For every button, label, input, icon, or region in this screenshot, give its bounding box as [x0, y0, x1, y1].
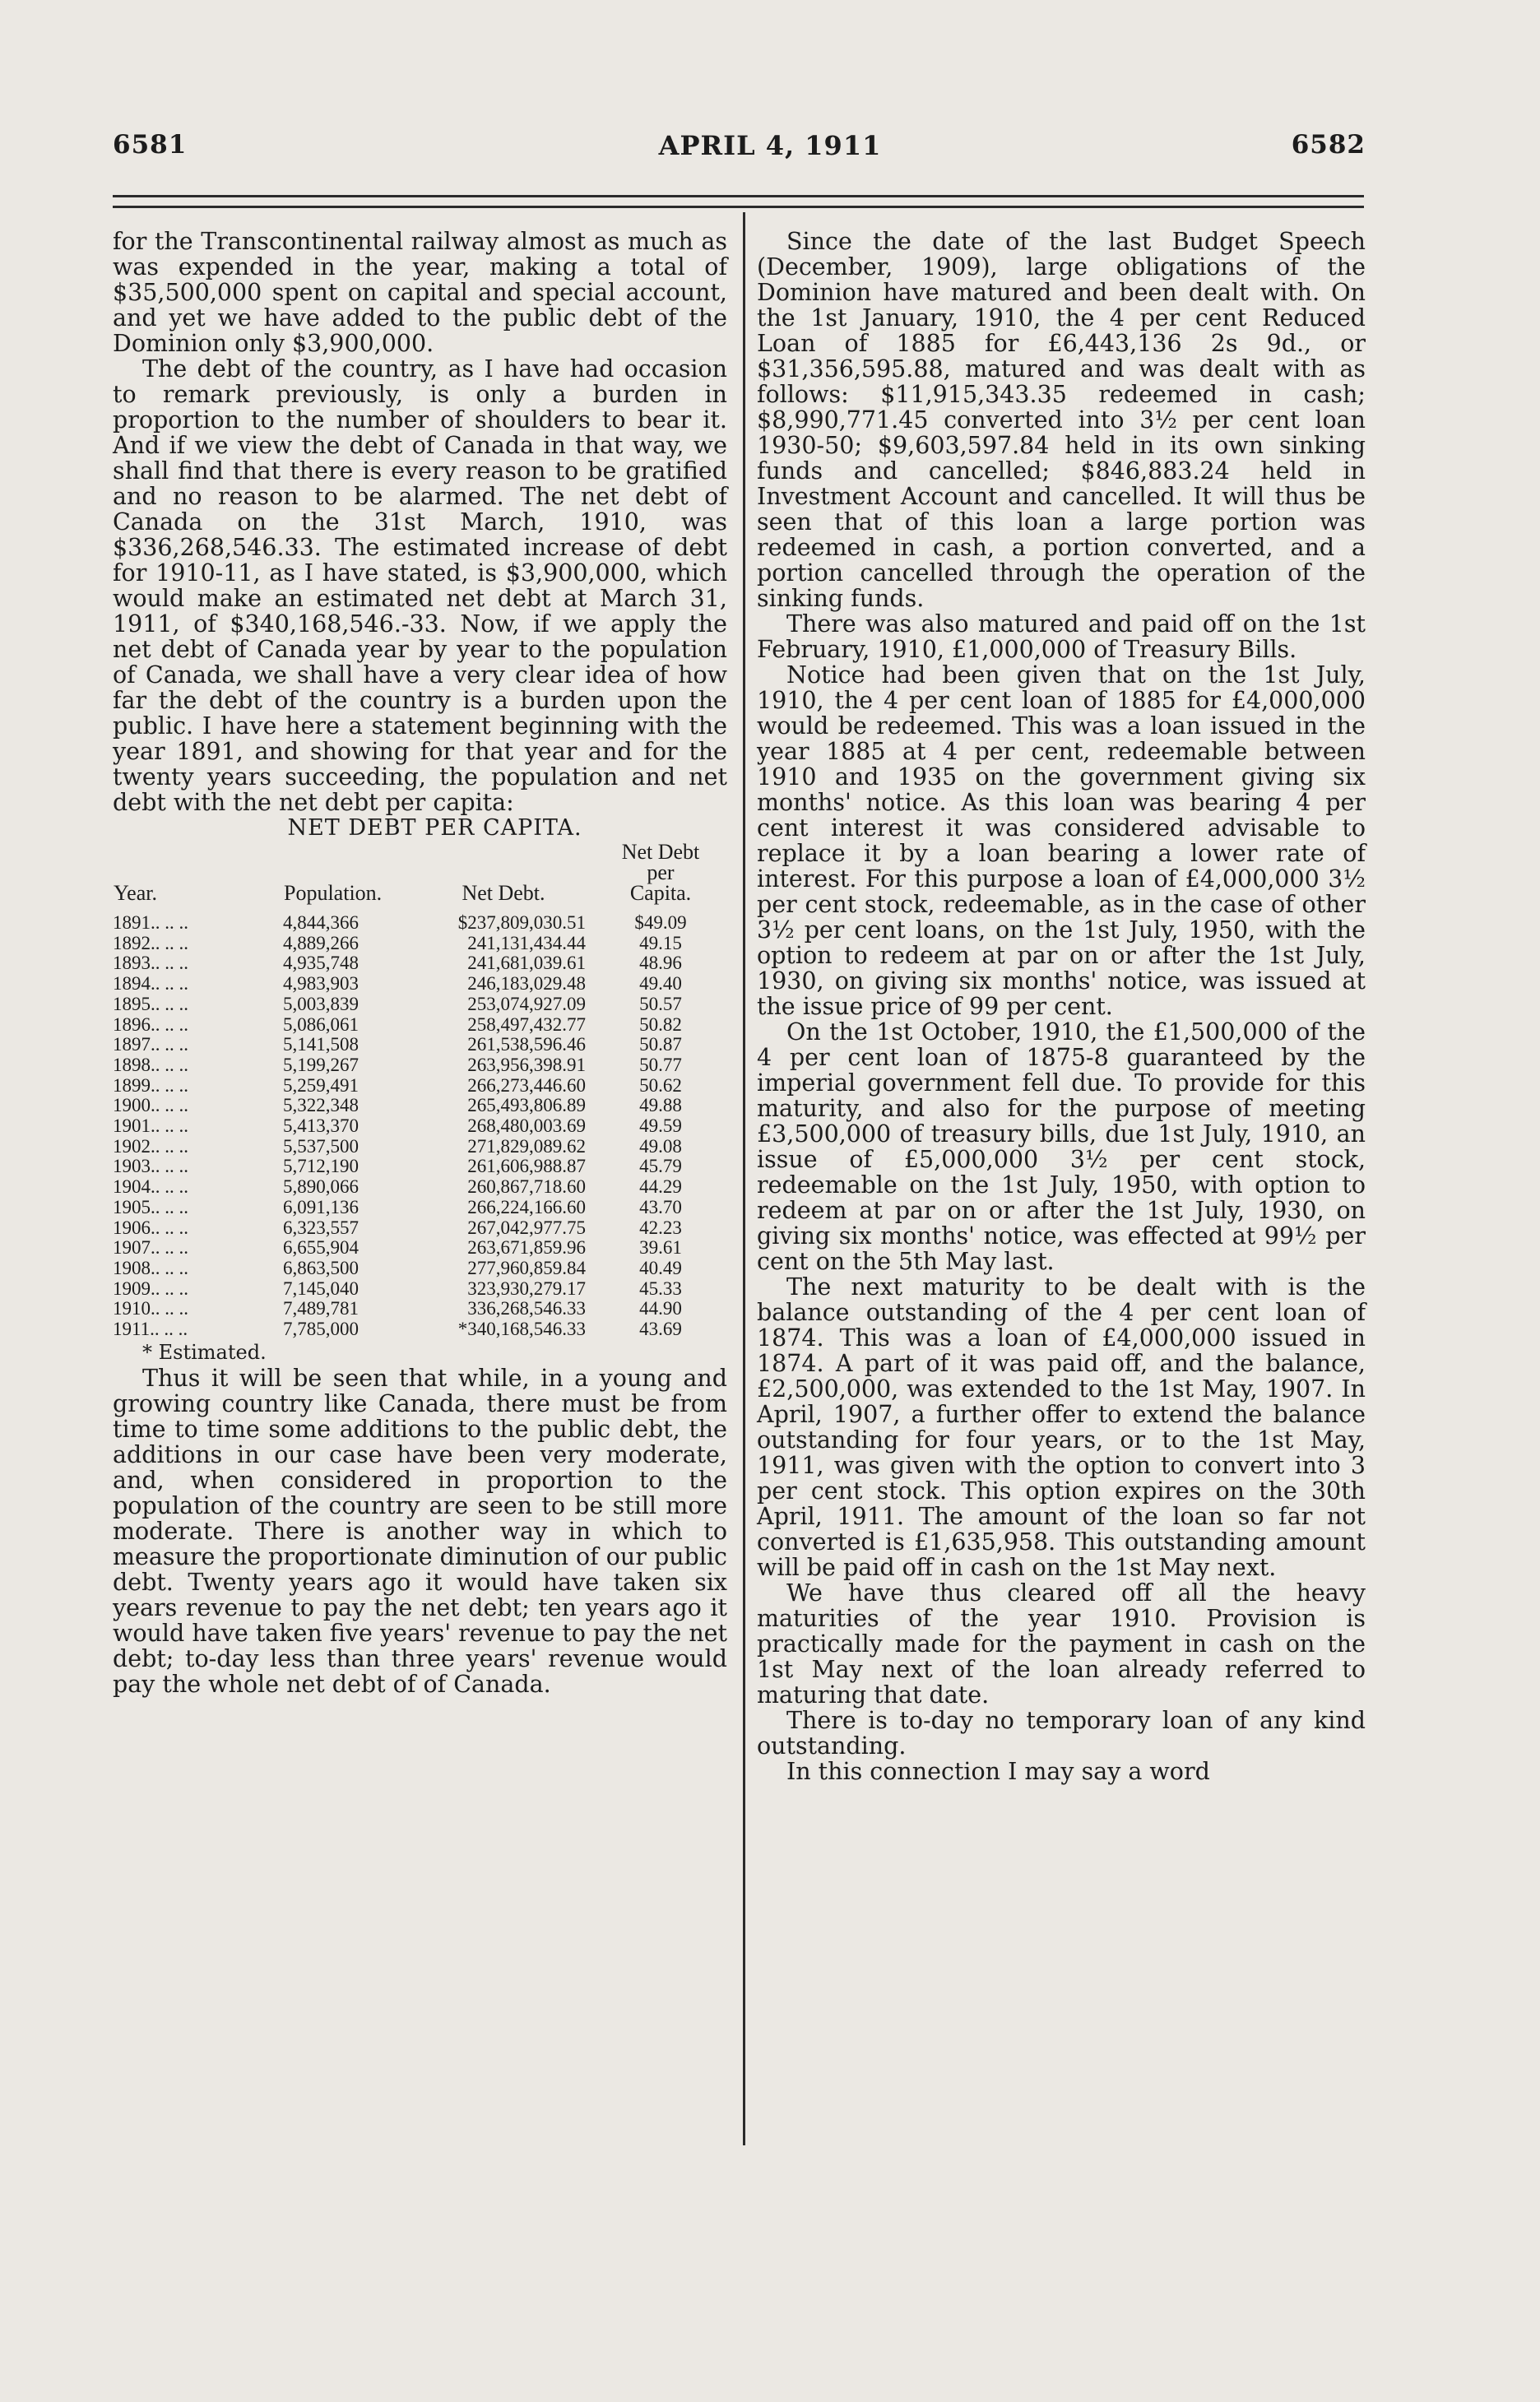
- cell-population: 5,199,267: [283, 1054, 359, 1075]
- left-page-number: 6581: [113, 130, 188, 160]
- cell-population: 4,844,366: [283, 912, 359, 933]
- table-row: [113, 1157, 727, 1177]
- cell-net-debt: *340,168,546.33: [457, 1319, 586, 1340]
- right-paragraph-3: Notice had been given that on the 1st July, 1910, the 4 per cent loan of 1885 for £4,000,000 would be redeemed. This was a loan issued in the year 1885 at 4 per cent, redeemable between 1910 and 1935 on the government giving six months' notice. As this loan was bearing 4 per cent interest it was considered advisable to replace it by a loan bearing a lower rate of interest. For this purpose a loan of £4,000,000 3½ per cent stock, redeemable, as in the case of other 3½ per cent loans, on the 1st July, 1950, with the option to redeem at par on or after the 1st July, 1930, on giving six months' notice, was issued at the issue price of 99 per cent.: [757, 661, 1366, 1020]
- header-population: Population.: [284, 881, 383, 905]
- cell-net-debt: 323,930,279.17: [467, 1278, 586, 1299]
- cell-net-debt: 261,606,988.87: [467, 1156, 586, 1177]
- cell-per-capita: 44.90: [639, 1298, 682, 1319]
- cell-per-capita: 49.88: [639, 1095, 682, 1116]
- cell-population: 5,141,508: [283, 1034, 359, 1055]
- cell-per-capita: 49.59: [639, 1115, 682, 1137]
- cell-per-capita: 43.69: [639, 1319, 682, 1340]
- cell-population: 5,413,370: [283, 1115, 359, 1137]
- cell-net-debt: 267,042,977.75: [467, 1217, 586, 1238]
- right-paragraph-5: The next maturity to be dealt with is the balance outstanding of the 4 per cent loan of 1874. This was a loan of £4,000,000 issued in 1874. A part of it was paid off, and the balance, £2,500,000, was extended to the 1st May, 1907. In April, 1907, a further offer to extend the balance outstanding for four years, or to the 1st May, 1911, was given with the option to convert into 3 per cent stock. This option expires on the 30th April, 1911. The amount of the loan so far not converted is £1,635,958. This outstanding amount will be paid off in cash on the 1st May next.: [757, 1273, 1366, 1581]
- cell-per-capita: 49.08: [639, 1135, 682, 1157]
- cell-per-capita: 42.23: [639, 1217, 682, 1238]
- right-paragraph-4: On the 1st October, 1910, the £1,500,000 of the 4 per cent loan of 1875-8 guaranteed by the imperial government fell due. To provide for this maturity, and also for the purpose of meeting £3,500,000 of treasury bills, due 1st July, 1910, an issue of £5,000,000 3½ per cent stock, redeemable on the 1st July, 1950, with option to redeem at par on or after the 1st July, 1930, on giving six months' notice, was effected at 99½ per cent on the 5th May last.: [757, 1018, 1366, 1275]
- table-row: [113, 1319, 727, 1340]
- table-row: [113, 1116, 727, 1137]
- cell-population: 7,145,040: [283, 1278, 359, 1299]
- cell-population: 7,489,781: [283, 1298, 359, 1319]
- cell-per-capita: 44.29: [639, 1176, 682, 1198]
- cell-per-capita: 45.79: [639, 1156, 682, 1177]
- left-column: [113, 229, 727, 1697]
- cell-population: 5,322,348: [283, 1095, 359, 1116]
- header-per-capita-line-1: Net Debt: [621, 840, 700, 864]
- cell-population: 6,863,500: [283, 1257, 359, 1278]
- cell-year: 1898.. .. ..: [113, 1054, 188, 1075]
- table-row: [113, 1055, 727, 1076]
- table-row: [113, 1198, 727, 1218]
- cell-population: 5,890,066: [283, 1176, 359, 1198]
- cell-year: 1896.. .. ..: [113, 1013, 188, 1035]
- cell-population: 5,259,491: [283, 1074, 359, 1096]
- table-row: [113, 1238, 727, 1259]
- cell-per-capita: 39.61: [639, 1237, 682, 1259]
- table-footnote: * Estimated.: [142, 1340, 267, 1364]
- cell-year: 1911.. .. ..: [113, 1319, 188, 1340]
- table-row: [113, 1096, 727, 1116]
- header-per-capita-line-3: Capita.: [629, 881, 692, 905]
- cell-per-capita: 50.57: [639, 993, 682, 1014]
- column-divider: [743, 212, 745, 2145]
- cell-per-capita: 48.96: [639, 953, 682, 974]
- cell-per-capita: $49.09: [634, 912, 687, 933]
- right-paragraph-1: Since the date of the last Budget Speech (December, 1909), large obligations of the Dominion have matured and been dealt with. On the 1st January, 1910, the 4 per cent Reduced Loan of 1885 for £6,443,136 2s 9d., or $31,356,595.88, matured and was dealt with as follows: $11,915,343.35 redeemed in cash; $8,990,771.45 converted into 3½ per cent loan 1930-50; $9,603,597.84 held in its own sinking funds and cancelled; $846,883.24 held in Investment Account and cancelled. It will thus be seen that of this loan a large portion was redeemed in cash, a portion converted, and a portion cancelled through the operation of the sinking funds.: [757, 228, 1366, 612]
- cell-year: 1906.. .. ..: [113, 1217, 188, 1238]
- cell-year: 1903.. .. ..: [113, 1156, 188, 1177]
- cell-per-capita: 50.82: [639, 1013, 682, 1035]
- cell-year: 1892.. .. ..: [113, 932, 188, 953]
- cell-net-debt: 241,681,039.61: [467, 953, 586, 974]
- cell-year: 1899.. .. ..: [113, 1074, 188, 1096]
- table-title: NET DEBT PER CAPITA.: [287, 815, 582, 841]
- table-row: [113, 1279, 727, 1300]
- cell-net-debt: 263,671,859.96: [467, 1237, 586, 1259]
- right-paragraph-8: In this connection I may say a word: [786, 1758, 1210, 1785]
- cell-year: 1908.. .. ..: [113, 1257, 188, 1278]
- cell-per-capita: 49.15: [639, 932, 682, 953]
- header-net-debt: Net Debt.: [462, 881, 545, 905]
- cell-net-debt: 261,538,596.46: [467, 1034, 586, 1055]
- left-paragraph-3: Thus it will be seen that while, in a young and growing country like Canada, there must be from time to time some additions to the public debt, the additions in our case have been very moderate, and, when considered in proportion to the population of the country are seen to be still more moderate. There is another way in which to measure the proportionate diminution of our public debt. Twenty years ago it would have taken six years revenue to pay the net debt; ten years ago it would have taken five years' revenue to pay the net debt; to-day less than three years' revenue would pay the whole net debt of of Canada.: [113, 1364, 727, 1698]
- right-page-number: 6582: [1291, 130, 1366, 160]
- right-paragraph-2: There was also matured and paid off on the 1st February, 1910, £1,000,000 of Treasury Bills.: [757, 610, 1366, 663]
- table-body: [113, 913, 727, 1340]
- cell-year: 1897.. .. ..: [113, 1034, 188, 1055]
- cell-net-debt: 265,493,806.89: [467, 1095, 586, 1116]
- cell-year: 1900.. .. ..: [113, 1095, 188, 1116]
- left-paragraph-1: for the Transcontinental railway almost as much as was expended in the year, making a total of $35,500,000 spent on capital and special account, and yet we have added to the public debt of the Dominion only $3,900,000.: [113, 228, 727, 357]
- page-date: APRIL 4, 1911: [658, 130, 882, 161]
- cell-net-debt: 241,131,434.44: [467, 932, 586, 953]
- cell-year: 1895.. .. ..: [113, 993, 188, 1014]
- table-row: [113, 1259, 727, 1279]
- cell-population: 5,003,839: [283, 993, 359, 1014]
- table-row: [113, 1035, 727, 1055]
- cell-year: 1909.. .. ..: [113, 1278, 188, 1299]
- right-paragraph-7: There is to-day no temporary loan of any kind outstanding.: [757, 1707, 1366, 1760]
- left-paragraph-2: The debt of the country, as I have had occasion to remark previously, is only a burden in proportion to the number of shoulders to bear it. And if we view the debt of Canada in that way, we shall find that there is every reason to be gratified and no reason to be alarmed. The net debt of Canada on the 31st March, 1910, was $336,268,546.33. The estimated increase of debt for 1910-11, as I have stated, is $3,900,000, which would make an estimated net debt at March 31, 1911, of $340,168,546.-33. Now, if we apply the net debt of Canada year by year to the population of Canada, we shall have a very clear idea of how far the debt of the country is a burden upon the public. I have here a statement beginning with the year 1891, and showing for that year and for the twenty years succeeding, the population and net debt with the net debt per capita:: [113, 355, 727, 816]
- cell-per-capita: 40.49: [639, 1257, 682, 1278]
- table-row: [113, 1299, 727, 1319]
- cell-net-debt: $237,809,030.51: [457, 912, 586, 933]
- table-row: [113, 953, 727, 974]
- cell-population: 6,323,557: [283, 1217, 359, 1238]
- cell-net-debt: 277,960,859.84: [467, 1257, 586, 1278]
- table-row: [113, 1015, 727, 1036]
- table-row: [113, 974, 727, 995]
- cell-year: 1907.. .. ..: [113, 1237, 188, 1259]
- table-row: [113, 1076, 727, 1097]
- cell-net-debt: 271,829,089.62: [467, 1135, 586, 1157]
- cell-population: 4,889,266: [283, 932, 359, 953]
- cell-per-capita: 45.33: [639, 1278, 682, 1299]
- cell-net-debt: 246,183,029.48: [467, 973, 586, 995]
- cell-per-capita: 43.70: [639, 1196, 682, 1217]
- cell-net-debt: 253,074,927.09: [467, 993, 586, 1014]
- cell-per-capita: 50.87: [639, 1034, 682, 1055]
- cell-net-debt: 268,480,003.69: [467, 1115, 586, 1137]
- cell-population: 5,537,500: [283, 1135, 359, 1157]
- right-column: [757, 229, 1366, 1784]
- cell-net-debt: 263,956,398.91: [467, 1054, 586, 1075]
- header-rule-top: [113, 195, 1364, 197]
- cell-net-debt: 266,273,446.60: [467, 1074, 586, 1096]
- cell-population: 6,091,136: [283, 1196, 359, 1217]
- table-row: [113, 1177, 727, 1198]
- cell-population: 5,086,061: [283, 1013, 359, 1035]
- cell-year: 1910.. .. ..: [113, 1298, 188, 1319]
- cell-population: 4,983,903: [283, 973, 359, 995]
- header-per-capita-line-2: per: [647, 860, 675, 884]
- header-rule-bottom: [113, 206, 1364, 208]
- table-row: [113, 995, 727, 1015]
- cell-net-debt: 260,867,718.60: [467, 1176, 586, 1198]
- cell-year: 1902.. .. ..: [113, 1135, 188, 1157]
- header-per-capita: [594, 841, 727, 913]
- table-row: [113, 913, 727, 934]
- cell-year: 1901.. .. ..: [113, 1115, 188, 1137]
- cell-net-debt: 258,497,432.77: [467, 1013, 586, 1035]
- table-header-row: [113, 841, 727, 913]
- cell-year: 1891.. .. ..: [113, 912, 188, 933]
- cell-year: 1904.. .. ..: [113, 1176, 188, 1198]
- cell-year: 1893.. .. ..: [113, 953, 188, 974]
- cell-year: 1905.. .. ..: [113, 1196, 188, 1217]
- header-year: Year.: [114, 881, 157, 905]
- cell-population: 7,785,000: [283, 1319, 359, 1340]
- cell-population: 4,935,748: [283, 953, 359, 974]
- cell-population: 6,655,904: [283, 1237, 359, 1259]
- cell-year: 1894.. .. ..: [113, 973, 188, 995]
- cell-net-debt: 336,268,546.33: [467, 1298, 586, 1319]
- table-row: [113, 934, 727, 954]
- cell-per-capita: 49.40: [639, 973, 682, 995]
- table-row: [113, 1137, 727, 1157]
- cell-net-debt: 266,224,166.60: [467, 1196, 586, 1217]
- cell-per-capita: 50.77: [639, 1054, 682, 1075]
- net-debt-table: [113, 841, 727, 1340]
- cell-per-capita: 50.62: [639, 1074, 682, 1096]
- table-row: [113, 1218, 727, 1239]
- right-paragraph-6: We have thus cleared off all the heavy maturities of the year 1910. Provision is practically made for the payment in cash on the 1st May next of the loan already referred to maturing that date.: [757, 1579, 1366, 1709]
- cell-population: 5,712,190: [283, 1156, 359, 1177]
